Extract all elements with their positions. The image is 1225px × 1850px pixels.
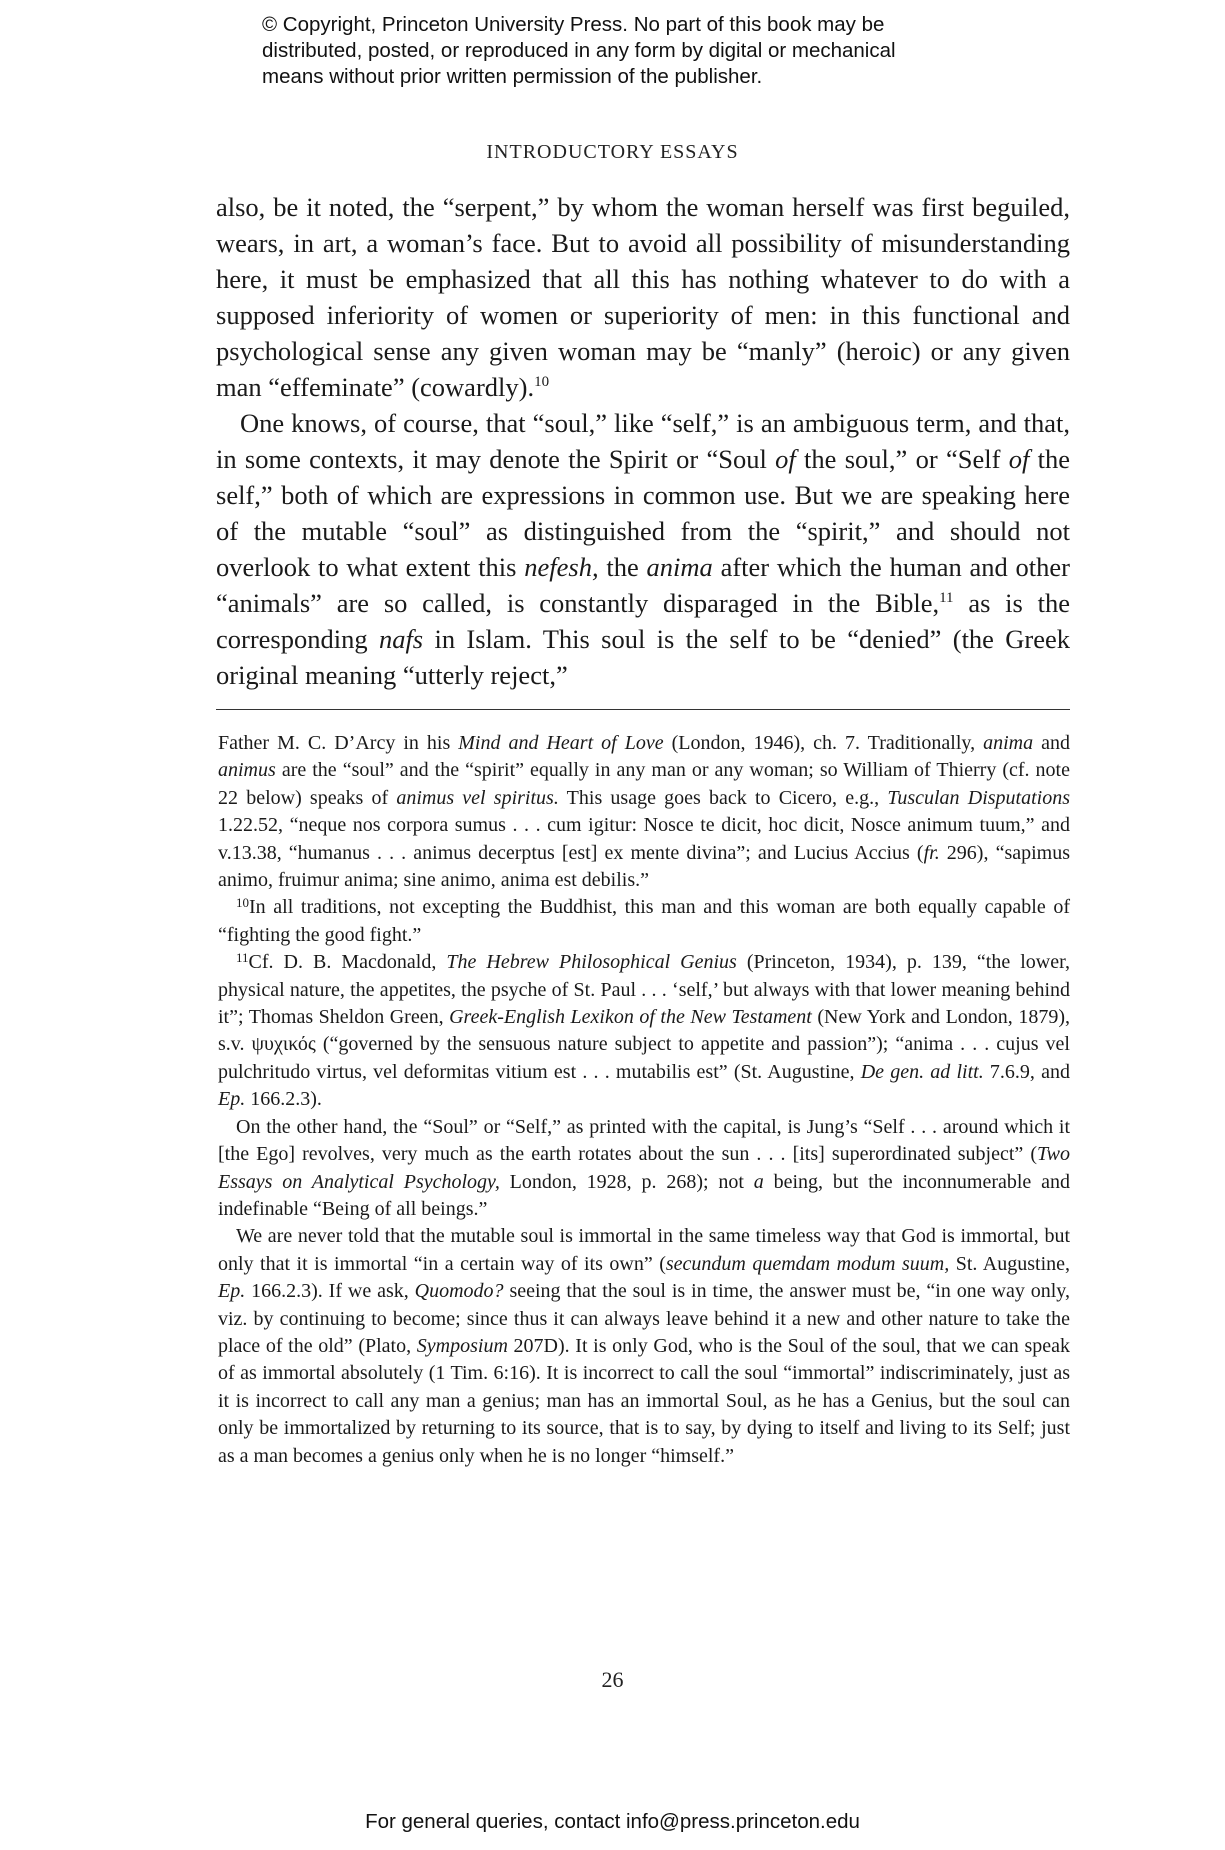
- text-run: 296), “sapimus animo, fruimur anima; sine animo, anima est debilis.”: [218, 841, 1070, 892]
- text-run: also, be it noted, the “serpent,” by whom the woman herself was first beguiled, wears, in art, a woman’s face. But to avoid all possibility of misunderstanding here, it must be emphasized that all this has nothing whatever to do with a supposed inferiority of women or superiority of men: in this functional and psychological sense any given woman may be “manly” (heroic) or any given man “effeminate” (cowardly).: [216, 192, 1070, 402]
- text-run: the self,” both of which are expressions in common use. But we are speaking here of the mutable “soul” as distinguished from the “spirit,” and should not overlook to what extent this: [216, 444, 1070, 582]
- footnote-ref: 10: [534, 374, 550, 390]
- text-run: London, 1928, p. 268); not: [499, 1170, 754, 1193]
- italic-run: Two Essays on Analytical Psychology,: [218, 1143, 1070, 1193]
- footnote-divider: [216, 709, 1070, 710]
- italic-run: Ep.: [218, 1280, 246, 1303]
- footnote-11: [218, 949, 1070, 1113]
- italic-run: secundum quemdam modum suum,: [665, 1252, 950, 1275]
- text-run: in Islam. This soul is the self to be “denied” (the Greek original meaning “utterly reject,”: [216, 624, 1071, 690]
- italic-run: animus vel spiritus.: [396, 786, 559, 809]
- italic-run: fr.: [923, 841, 940, 864]
- italic-run: nafs: [378, 624, 424, 654]
- text-run: seeing that the soul is in time, the answer must be, “in one way only, viz. by continuing to become; since thus it can always leave behind it a new and other nature to take the place of the old” (Plato,: [218, 1280, 1070, 1357]
- text-run: as is the corresponding: [216, 588, 1071, 654]
- text-run: We are never told that the mutable soul is immortal in the same timeless way that God is immortal, but only that it is immortal “in a certain way of its own” (: [218, 1225, 1070, 1275]
- italic-run: Quomodo?: [414, 1280, 504, 1303]
- main-text: [216, 189, 1070, 693]
- text-run: 207D). It is only God, who is the Soul of the soul, that we can speak of as immortal absolutely (1 Tim. 6:16). It is incorrect to call the soul “immortal” indiscriminately, just as it is incorrect to call any man a genius; man has an immortal Soul, as he has a Genius, but the soul can only be immortalized by returning to its source, that is to say, by dying to itself and living to its Self; just as a man becomes a genius only when he is no longer “himself.”: [218, 1334, 1070, 1467]
- copyright-line: means without prior written permission of the publisher.: [262, 65, 763, 88]
- italic-run: anima: [646, 552, 713, 582]
- text-run: In all traditions, not excepting the Buddhist, this man and this woman are both equally capable of “fighting the good fight.”: [218, 896, 1070, 946]
- italic-run: The Hebrew Philosophical Genius: [446, 951, 737, 974]
- italic-run: Tusculan Disputations: [887, 786, 1070, 809]
- footnote-11-paragraph: [218, 1223, 1070, 1470]
- italic-run: Ep.: [218, 1088, 246, 1111]
- text-run: 166.2.3).: [245, 1088, 322, 1111]
- text-run: Father M. C. D’Arcy in his: [218, 732, 459, 754]
- text-run: and: [1033, 732, 1070, 754]
- footer-contact: For general queries, contact info@press.princeton.edu: [365, 1810, 860, 1833]
- footnotes: [218, 730, 1070, 1470]
- copyright-notice: [262, 12, 1002, 90]
- text-run: 1.22.52, “neque nos corpora sumus . . . cum igitur: Nosce te dicit, hoc dicit, Nosce animum tuum,” and v.13.38, “humanus . . . animus decerptus [est] ex mente divina”; and Lucius Accius (: [218, 814, 1070, 864]
- page-number: 26: [601, 1667, 624, 1692]
- text-run: (Princeton, 1934), p. 139, “the lower, physical nature, the appetites, the psyche of St. Paul . . . ‘self,’ but always with that lower meaning behind it”; Thomas Sheldon Green,: [218, 951, 1070, 1029]
- text-run: 7.6.9, and: [983, 1060, 1070, 1083]
- text-run: Cf. D. B. Macdonald,: [248, 951, 447, 974]
- italic-run: a: [753, 1170, 764, 1193]
- paragraph: [216, 189, 1070, 405]
- text-run: (New York and London, 1879), s.v. ψυχικός (“governed by the sensuous nature subject to appetite and passion”); “anima . . . cujus vel pulchritudo virtus, vel deformitas vitium est . . . mutabilis est” (St. Augustine,: [218, 1006, 1070, 1083]
- text-run: are the “soul” and the “spirit” equally in any man or any woman; so William of Thierry (cf. note 22 below) speaks of: [218, 759, 1070, 809]
- italic-run: anima: [983, 732, 1034, 754]
- italic-run: of: [1008, 444, 1030, 474]
- footnote-number: 11: [236, 950, 249, 966]
- text-run: after which the human and other “animals” are so called, is constantly disparaged in the Bible,: [216, 552, 1070, 618]
- running-head: INTRODUCTORY ESSAYS: [486, 141, 739, 163]
- paragraph: [216, 405, 1070, 693]
- text-run: the soul,” or “Self: [795, 444, 1009, 474]
- footnote-11-paragraph: [218, 1114, 1070, 1224]
- text-run: One knows, of course, that “soul,” like “self,” is an ambiguous term, and that, in some contexts, it may denote the Spirit or “Soul: [216, 408, 1070, 474]
- italic-run: nefesh,: [524, 552, 599, 582]
- italic-run: of: [775, 444, 796, 474]
- italic-run: animus: [218, 759, 276, 782]
- text-run: On the other hand, the “Soul” or “Self,” as printed with the capital, is Jung’s “Self . . . around which it [the Ego] revolves, very much as the earth rotates about the sun . . . [its] superordinated subject” (: [218, 1115, 1070, 1166]
- text-run: being, but the inconnumerable and indefinable “Being of all beings.”: [218, 1170, 1070, 1220]
- text-run: the: [598, 552, 647, 582]
- copyright-line: © Copyright, Princeton University Press. No part of this book may be: [262, 13, 885, 36]
- italic-run: Greek-English Lexikon of the New Testament: [449, 1006, 812, 1029]
- italic-run: De gen. ad litt.: [860, 1060, 984, 1083]
- footnote-9-continued: [218, 730, 1070, 894]
- footnote-ref: 11: [939, 590, 954, 606]
- text-run: 166.2.3). If we ask,: [245, 1280, 415, 1303]
- italic-run: Mind and Heart of Love: [458, 732, 664, 754]
- text-run: This usage goes back to Cicero, e.g.,: [558, 786, 888, 809]
- copyright-line: distributed, posted, or reproduced in any form by digital or mechanical: [262, 39, 896, 62]
- text-run: (London, 1946), ch. 7. Traditionally,: [663, 732, 984, 754]
- text-run: St. Augustine,: [949, 1252, 1071, 1275]
- footnote-number: 10: [236, 895, 249, 911]
- footnote-10: [218, 894, 1070, 949]
- italic-run: Symposium: [416, 1334, 508, 1357]
